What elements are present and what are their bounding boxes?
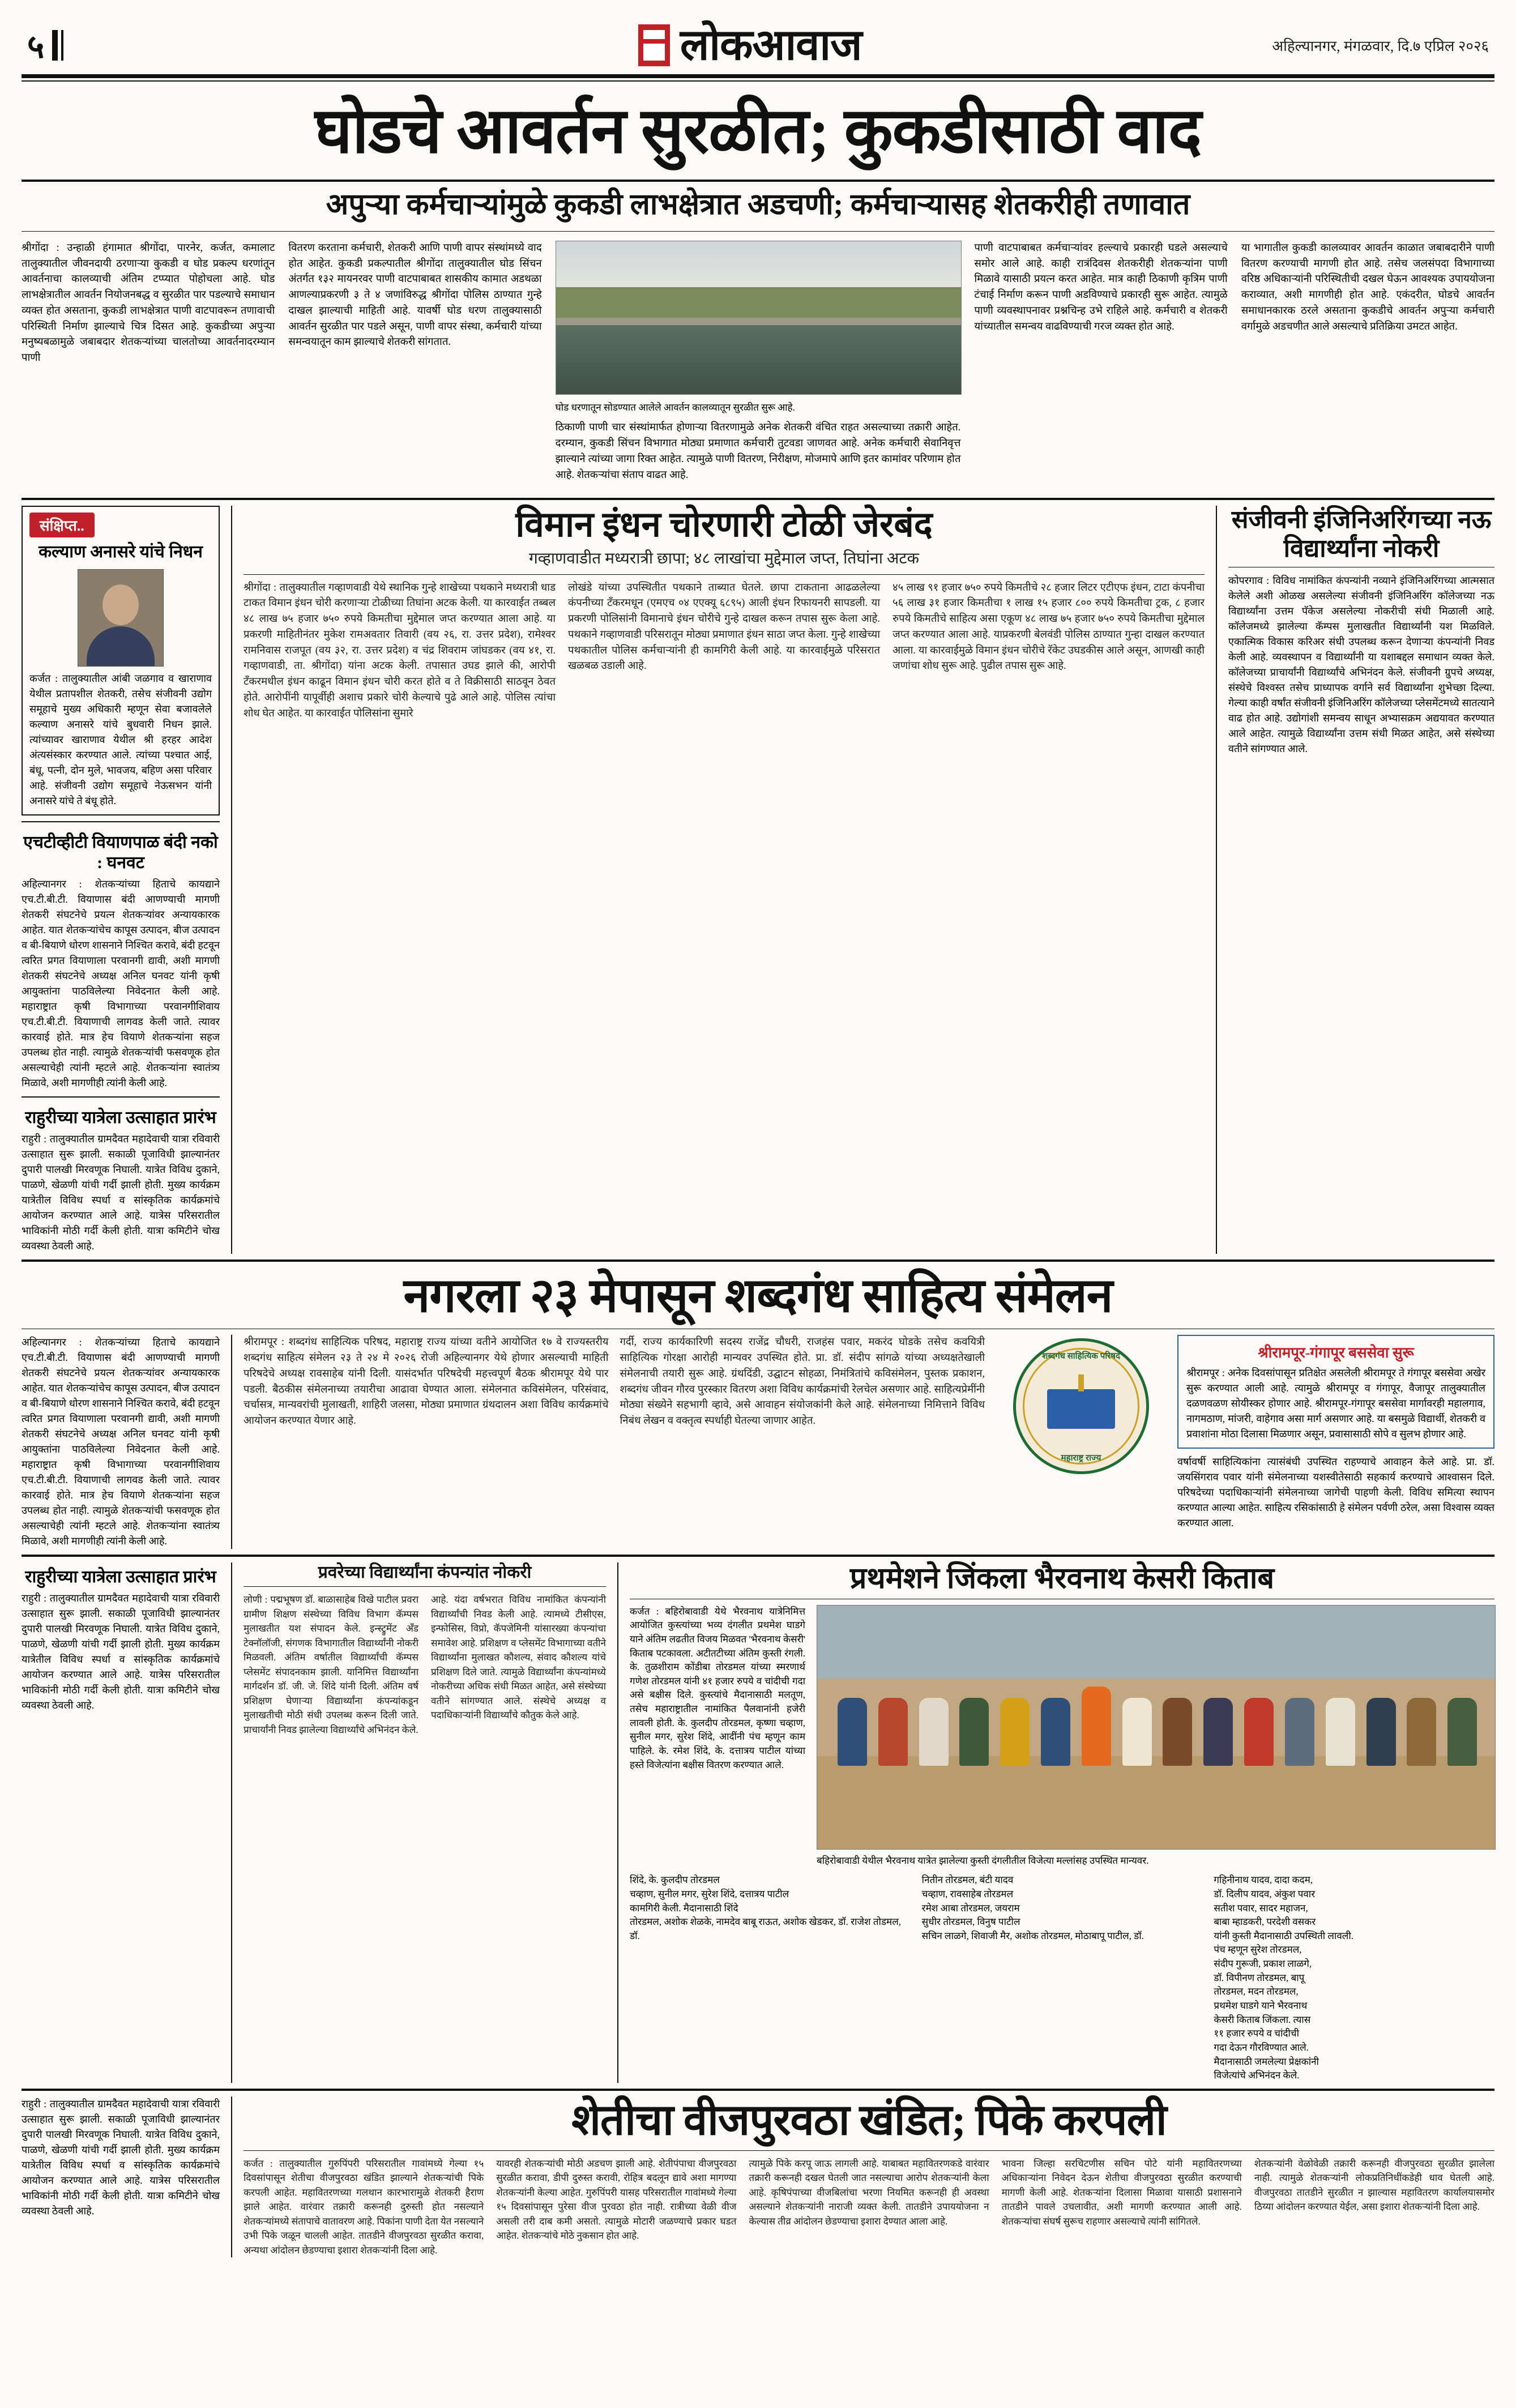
kusti-name-item: सचिन लाळगे, शिवाजी मैर, अशोक तोरडमल, मोठाबापू पाटील, डॉ. <box>921 1930 1144 1941</box>
brief-body-2: राहुरी : तालुक्यातील ग्रामदैवत महादेवाची यात्रा रविवारी उत्साहात सुरू झाली. सकाळी पूजाविधी झाल्यानंतर दुपारी पालखी मिरवणूक निघाली. यात्रेत विविध दुकाने, पाळणे, खेळणी यांची गर्दी झाली होती. मुख्य कार्यक्रम यात्रेतील विविध स्पर्धा व सांस्कृतिक कार्यक्रमांचे आयोजन करण्यात आले आहे. यात्रेस परिसरातील भाविकांनी मोठी गर्दी केली होती. यात्रा कमिटीने चोख व्यवस्था ठेवली आहे. <box>22 1133 220 1252</box>
bus-notice-title: श्रीरामपूर-गंगापूर बससेवा सुरू <box>1258 1344 1414 1361</box>
kusti-name-item: मैदानासाठी जमलेल्या प्रेक्षकांनी <box>1214 2056 1319 2067</box>
kusti-name-item: कामगिरी केली. मैदानासाठी शिंदे <box>630 1902 738 1914</box>
page-number-block <box>27 23 58 67</box>
kusti-name-item: ११ हजार रुपये व चांदीची <box>1214 2028 1299 2039</box>
sammelan-emblem-icon <box>1013 1338 1149 1474</box>
canal-photo-caption: घोड धरणातून सोडण्यात आलेले आवर्तन कालव्यातून सुरळीत सुरू आहे. <box>555 402 795 413</box>
briefs-column <box>22 506 220 1254</box>
sahitya-left-spill <box>22 1335 220 1549</box>
sahitya-divider-left <box>231 1335 232 1549</box>
brief-body-0: कर्जत : तालुक्यातील आंबी जळगाव व खाराणाव येथील प्रतापशील शेतकरी, तसेच संजीवनी उद्योग समूहाचे मुख्य अधिकारी म्हणून सेवा बजावलेले कल्याण अनासरे यांचे बुधवारी निधन झाले. त्यांच्यावर खाराणाव येथील श्री हरहर आदेश अंत्यसंस्कार करण्यात आले. त्यांच्या पश्चात आई, बंधू, पत्नी, दोन मुले, भावजय, बहिण असा परिवार आहे. संजीवनी उद्योग समूहाचे नेऊसभन यांनी अनासरे यांचे ते बंधू होते. <box>29 673 212 807</box>
fuel-col-1: श्रीगोंदा : तालुक्यातील गव्हाणवाडी येथे स्थानिक गुन्हे शाखेच्या पथकाने मध्यरात्री धाड टाकत विमान इंधन चोरी करणाऱ्या टोळीच्या तिघांना अटक केली. या कारवाईत तब्बल ४८ लाख ७५ हजार ७५० रुपये किमतीचा मुद्देमाल जप्त करण्यात आला आहे. या प्रकरणी माहितीनंतर मुकेश रामअवतार तिवारी (वय २६, रा. उत्तर प्रदेश), रामेश्वर रामनिवास राजपूत (वय ३२, रा. उत्तर प्रदेश) व चंद्र शिवराम जांघडकर (वय ४१, रा. गव्हाणवाडी, ता. श्रीगोंदा) यांना अटक केली. तपासात उघड झाले की, आरोपी टँकरमधील इंधन काढून विमान इंधन चोरी करत होते व ते विक्रीसाठी साठवून ठेवत होते. आरोपींनी यापूर्वीही अशाच प्रकारे चोरी केल्याचे पुढे आले आहे. पोलिस त्यांचा शोध घेत आहेत. या कारवाईत पोलिसांना सुमारे <box>244 582 556 719</box>
brief-title-0: कल्याण अनासरे यांचे निधन <box>39 543 203 562</box>
fuel-theft-story <box>244 506 1205 1254</box>
sahitya-emblem-col <box>996 1335 1166 1549</box>
lower-band <box>22 1562 1494 2082</box>
dateline: अहिल्यानगर, मंगळवार, दि.७ एप्रिल २०२६ <box>1272 37 1489 54</box>
emblem-bottom-text: महाराष्ट्र राज्य <box>1061 1454 1101 1463</box>
power-col-5: शेतकऱ्यांनी वेळोवेळी तक्रारी करूनही वीजपुरवठा सुरळीत झालेला नाही. त्यामुळे शेतकऱ्यांनी लोकप्रतिनिधींकडेही धाव घेतली आहे. वीजपुरवठा तातडीने सुरळीत न झाल्यास महावितरण कार्यालयासमोर ठिय्या आंदोलन करण्यात येईल, असा इशारा शेतकऱ्यांनी दिला आहे. <box>1254 2158 1495 2213</box>
kusti-story <box>630 1562 1494 2082</box>
power-col-2: यावरही शेतकऱ्यांची मोठी अडचण झाली आहे. शेतीपंपाचा वीजपुरवठा सुरळीत करावा, डीपी दुरुस्त करावी, रोहित्र बदलून द्यावे अशा मागण्या शेतकऱ्यांनी केल्या आहेत. गुरुपिंपरी यासह परिसरातील गावांमध्ये गेल्या १५ दिवसांपासून पुरेसा वीज पुरवठा होत नाही. रात्रीच्या वेळी वीज असली तरी दाब कमी असतो. त्यामुळे मोटारी जळण्याचे प्रकार घडत आहेत. शेतकऱ्यांचे मोठे नुकसान होत आहे. <box>496 2158 737 2242</box>
lower-divider-1 <box>231 1562 232 2082</box>
bus-notice-body: श्रीरामपूर : अनेक दिवसांपासून प्रतिक्षेत असलेली श्रीरामपूर ते गंगापूर बससेवा अखेर सुरू करण्यात आली आहे. त्यामुळे श्रीरामपूर व गंगापूर, वैजापूर तालुक्यातील दळणवळण सोयीस्कर होणार आहे. श्रीरामपूर-गंगापूर बससेवा मार्गावरही महालगाव, नागमठाण, मांजरी, वाहेगाव असा मार्ग असणार आहे. या बसमुळे विद्यार्थी, शेतकरी व प्रवाशांना मोठा दिलासा मिळणार असून, प्रवासासाठी सोपे व सुलभ होणार आहे. <box>1186 1367 1485 1440</box>
page-number: ५ <box>27 28 45 65</box>
lead-col-5 <box>1241 241 1494 489</box>
lead-subhead: अपुऱ्या कर्मचाऱ्यांमुळे कुकडी लाभक्षेत्रात अडचणी; कर्मचाऱ्यासह शेतकरीही तणावात <box>326 189 1190 221</box>
kusti-name-item: बाबा म्हाडकरी, परदेशी वसकर <box>1214 1916 1316 1928</box>
kusti-name-item: संदीप गुरूजी, प्रकाश लाळगे, <box>1214 1958 1312 1970</box>
kusti-name-item: विजेत्यांचे अभिनंदन केले. <box>1214 2070 1300 2081</box>
fuel-col-3: ४५ लाख ९१ हजार ७५० रुपये किमतीचे २८ हजार लिटर एटीएफ इंधन, टाटा कंपनीचा ५६ लाख ३१ हजार किमतीचा १ लाख १५ हजार ८०० रुपये किमतीचा ट्रक, ८ हजार रुपये किमतीचे साहित्य असा एकूण ४८ लाख ७५ हजार ७५० रुपये किमतीचा मुद्देमाल जप्त करण्यात आला आहे. याप्रकरणी बेलवंडी पोलिस ठाण्यात गुन्हा दाखल करण्यात आला. या कारवाईमुळे विमान इंधन चोरीचे रॅकेट उघडकीस आले असून, आणखी काही जणांचा शोध सुरू आहे. पुढील तपास सुरू आहे. <box>892 582 1205 672</box>
logo-mark-icon <box>638 24 670 66</box>
kusti-name-item: रमेश आबा तोरडमल, जयराम <box>921 1902 1020 1914</box>
lower-divider-2 <box>617 1562 618 2082</box>
masthead <box>22 19 1494 74</box>
pravara-story <box>244 1562 606 2082</box>
lead-story <box>22 232 1494 495</box>
brief-divider-1 <box>22 821 220 822</box>
lead-col-3-text: ठिकाणी पाणी चार संस्थांमार्फत होणाऱ्या वितरणामुळे अनेक शेतकरी वंचित राहत असल्याच्या तक्रारी आहेत. दरम्यान, कुकडी सिंचन विभागात मोठ्या प्रमाणात कर्मचारी तुटवडा जाणवत आहे. अनेक कर्मचारी सेवानिवृत्त झाल्याने त्यांच्या जागा रिक्त आहेत. त्यामुळे पाणी वितरण, निरीक्षण, मोजमापे आणि इतर कामांवर परिणाम होत आहे. शेतकऱ्यांचा संताप वाढत आहे. <box>555 422 961 481</box>
sahitya-col-2 <box>620 1335 985 1549</box>
bottom-left-text: राहुरी : तालुक्यातील ग्रामदैवत महादेवाची यात्रा रविवारी उत्साहात सुरू झाली. सकाळी पूजाविधी झाल्यानंतर दुपारी पालखी मिरवणूक निघाली. यात्रेत विविध दुकाने, पाळणे, खेळणी यांची गर्दी झाली होती. मुख्य कार्यक्रम यात्रेतील विविध स्पर्धा व सांस्कृतिक कार्यक्रमांचे आयोजन करण्यात आले आहे. यात्रेस परिसरातील भाविकांनी मोठी गर्दी केली होती. यात्रा कमिटीने चोख व्यवस्था ठेवली आहे. <box>22 2098 220 2217</box>
bottom-band <box>22 2097 1494 2258</box>
fuel-headline: विमान इंधन चोरणारी टोळी जेरबंद <box>515 506 933 545</box>
lead-col-5-text: या भागातील कुकडी कालव्यावर आवर्तन काळात जबाबदारीने पाणी वितरण करण्याची मागणी होत आहे. तसेच जलसंपदा विभागाच्या वरिष्ठ अधिकाऱ्यांनी परिस्थितीची दखल घेऊन आवश्यक उपाययोजना कराव्यात, अशी मागणीही होत आहे. एकंदरीत, घोडचे आवर्तन समाधानकारक ठरले असताना कुकडीचे आवर्तन अपुऱ्या कर्मचारी वर्गामुळे अडचणीत आले असल्याचे प्रतिक्रिया उमटत आहेत. <box>1241 242 1495 332</box>
lead-col-2-text: वितरण करताना कर्मचारी, शेतकरी आणि पाणी वापर संस्थांमध्ये वाद होत आहेत. कुकडी प्रकल्पातील श्रीगोंदा तालुक्यातील घोड सिंचन अंतर्गत १३२ मायनरवर पाणी वाटपाबाबत शासकीय कामात अडथळा आणल्याप्रकरणी ३ ते ४ जणांविरुद्ध श्रीगोंदा पोलिस ठाण्यात गुन्हे दाखल झाल्याची माहिती आहे. यावर्षी घोड धरण तालुक्यासाठी आवर्तन सुरळीत पार पडले असून, पाणी वापर संस्था, कर्मचारी यांच्या समन्वयातून काम झाल्याचे शेतकरी सांगतात. <box>288 242 542 348</box>
kusti-photo-wrap <box>817 1605 1494 1868</box>
kusti-name-item: यांनी कुस्ती मैदानासाठी उपस्थिती लावली. <box>1214 1930 1353 1941</box>
publication-title: लोकआवाज <box>680 21 862 69</box>
brief-title-1: एचटीव्हीटी वियाणपाळ बंदी नको : घनवट <box>23 833 218 873</box>
sahitya-col-1 <box>244 1335 609 1549</box>
kusti-name-item: गदा देऊन गौरविण्यात आले. <box>1214 2042 1309 2053</box>
kusti-name-item: प्रथमेश घाडगे याने भैरवनाथ <box>1214 2000 1308 2011</box>
lead-col-2 <box>288 241 541 489</box>
bottom-divider <box>231 2097 232 2258</box>
pravara-headline: प्रवरेच्या विद्यार्थ्यांना कंपन्यांत नोकरी <box>318 1563 532 1582</box>
lead-headline: घोडचे आवर्तन सुरळीत; कुकडीसाठी वाद <box>314 96 1202 166</box>
lead-col-4 <box>974 241 1227 489</box>
power-col-4: भावना जिल्हा सरचिटणीस सचिन पोटे यांनी महावितरणच्या अधिकाऱ्यांना निवेदन देऊन शेतीचा वीजपुरवठा सुरळीत करण्याची मागणी केली आहे. शेतकऱ्यांना दिलासा मिळावा यासाठी प्रशासनाने तातडीने पावले उचलावीत, अशी मागणी करण्यात आली आहे. शेतकऱ्यांचा संघर्ष सुरूच राहणार असल्याचे त्यांनी सांगितले. <box>1001 2158 1242 2227</box>
publication-logo <box>638 21 862 69</box>
sahitya-notice-col <box>1177 1335 1494 1549</box>
section-rule-1 <box>22 498 1494 500</box>
pravara-rule <box>244 1586 606 1587</box>
jobs-body: कोपरगाव : विविध नामांकित कंपन्यांनी नव्याने इंजिनिअरिंगच्या आत्मसात केलेले अशी ओळख असलेल्या संजीवनी इंजिनिअरिंग कॉलेजच्या नऊ विद्यार्थ्यांना उत्तम पॅकेज असलेल्या नोकरीची संधी मिळाली आहे. कॉलेजमध्ये झालेल्या कॅम्पस मुलाखतीत विद्यार्थ्यांनी यश मिळविले. एकात्मिक विकास करिअर संधी उपलब्ध करून देणाऱ्या कंपन्यांनी निवड केली आहे. व्यवस्थापन व विद्यार्थ्यांनी या यशाबद्दल समाधान व्यक्त केले. कॉलेजच्या प्राचार्यांनी विद्यार्थ्यांचे अभिनंदन केले. संजीवनी ग्रुपचे अध्यक्ष, संस्थेचे विश्वस्त तसेच प्राध्यापक वर्गाने सर्व विद्यार्थ्यांना शुभेच्छा दिल्या. गेल्या काही वर्षांत संजीवनी इंजिनिअरिंग कॉलेजच्या प्लेसमेंटमध्ये सातत्याने वाढ होत आहे. उद्योगांशी समन्वय साधून अभ्यासक्रम अद्ययावत करण्यात आले आहेत. त्यामुळे विद्यार्थ्यांना उत्तम संधी मिळत आहेत, असे संस्थेच्या वतीने सांगण्यात आले. <box>1228 574 1494 754</box>
jobs-headline: संजीवनी इंजिनिअरिंगच्या नऊ विद्यार्थ्यांना नोकरी <box>1231 506 1492 562</box>
bottom-left-spill <box>22 2097 220 2258</box>
kusti-names-col-2 <box>922 1873 1203 2083</box>
wrestling-group-photo <box>817 1605 1496 1850</box>
brief-body-2-repeat: राहुरी : तालुक्यातील ग्रामदैवत महादेवाची यात्रा रविवारी उत्साहात सुरू झाली. सकाळी पूजाविधी झाल्यानंतर दुपारी पालखी मिरवणूक निघाली. यात्रेत विविध दुकाने, पाळणे, खेळणी यांची गर्दी झाली होती. मुख्य कार्यक्रम यात्रेतील विविध स्पर्धा व सांस्कृतिक कार्यक्रमांचे आयोजन करण्यात आले आहे. यात्रेस परिसरातील भाविकांनी मोठी गर्दी केली होती. यात्रा कमिटीने चोख व्यवस्था ठेवली आहे. <box>22 1592 220 1711</box>
wrestling-photo-caption: बहिरोबावाडी येथील भैरवनाथ यात्रेत झालेल्या कुस्ती दंगलीतील विजेत्या मल्लांसह उपस्थित मान्यवर. <box>817 1855 1149 1866</box>
sahitya-left-text: अहिल्यानगर : शेतकऱ्यांच्या हिताचे कायद्याने एच.टी.बी.टी. वियाणास बंदी आणण्याची मागणी शेतकरी संघटनेचे प्रयत्न शेतकऱ्यांवर अन्यायकारक आहेत. यात शेतकऱ्यांचेच कापूस उत्पादन, बीज उत्पादन व बी-बियाणे धोरण शासनाने निश्चित करावे, बंदी हटवून त्वरित प्रगत वियाणाला परवानगी द्यावी, अशी मागणी शेतकरी संघटनेचे अध्यक्ष अनिल घनवट यांनी कृषी आयुक्तांना पाठविलेल्या निवेदनात केली आहे. महाराष्ट्रात कृषी विभागाच्या परवानगीशिवाय एच.टी.बी.टी. वियाणाची लागवड केली जाते. त्यावर कारवाई होते. मात्र हेच वियाणे शेतकऱ्यांना सहज उपलब्ध होत नाही. त्यामुळे शेतकऱ्यांची फसवणूक होत असल्याचेही त्यांनी म्हटले आहे. शेतकऱ्यांना स्वातंत्र्य मिळावे, अशी मागणीही त्यांनी केली आहे. <box>22 1337 220 1547</box>
kusti-name-item: डॉ. दिलीप यादव, अंकुश पवार <box>1214 1888 1316 1899</box>
brief-tag: संक्षिप्त.. <box>29 513 95 537</box>
brief-body-1: अहिल्यानगर : शेतकऱ्यांच्या हिताचे कायद्याने एच.टी.बी.टी. वियाणास बंदी आणण्याची मागणी शेतकरी संघटनेचे प्रयत्न शेतकऱ्यांवर अन्यायकारक आहेत. यात शेतकऱ्यांचेच कापूस उत्पादन, बीज उत्पादन व बी-बियाणे धोरण शासनाने निश्चित करावे, बंदी हटवून त्वरित प्रगत वियाणाला परवानगी द्यावी, अशी मागणी शेतकरी संघटनेचे अध्यक्ष अनिल घनवट यांनी कृषी आयुक्तांना पाठविलेल्या निवेदनात केली आहे. महाराष्ट्रात कृषी विभागाच्या परवानगीशिवाय एच.टी.बी.टी. वियाणाची लागवड केली जाते. त्यावर कारवाई होते. मात्र हेच वियाणे शेतकऱ्यांना सहज उपलब्ध होत नाही. त्यामुळे शेतकऱ्यांची फसवणूक होत असल्याचेही त्यांनी म्हटले आहे. शेतकऱ्यांना स्वातंत्र्य मिळावे, अशी मागणीही त्यांनी केली आहे. <box>22 878 220 1089</box>
fuel-rule <box>244 574 1205 575</box>
kusti-name-item: नितीन तोरडमल, बंटी यादव <box>921 1875 1014 1886</box>
band-divider-right <box>1216 506 1217 1254</box>
power-col-3: त्यामुळे पिके करपू जाऊ लागली आहे. याबाबत महावितरणकडे वारंवार तक्रारी करूनही दखल घेतली जात नसल्याचा आरोप शेतकऱ्यांनी केला आहे. कृषिपंपाच्या वीजबिलांचा भरणा नियमित करूनही ही अवस्था असल्याने शेतकऱ्यांनी नाराजी व्यक्त केली. तातडीने उपाययोजना न केल्यास तीव्र आंदोलन छेडण्याचा इशारा देण्यात आला आहे. <box>749 2158 989 2227</box>
kusti-headline: प्रथमेशने जिंकला भैरवनाथ केसरी किताब <box>849 1562 1275 1595</box>
power-columns <box>244 2157 1494 2258</box>
kusti-lead-text: कर्जत : बहिरोबावाडी येथे भैरवनाथ यात्रेनिमित्त आयोजित कुस्त्यांच्या भव्य दंगलीत प्रथमेश घाडगे याने अंतिम लढतीत विजय मिळवत 'भैरवनाथ केसरी' किताब पटकावला. अटीतटीच्या अंतिम कुस्ती रंगली. के. तुळशीराम कोंडीबा तोरडमल यांच्या स्मरणार्थ गणेश तोरडमल यांनी ४१ हजार रुपये व चांदीची गदा असे बक्षीस दिले. कुस्त्यांचे मैदानासाठी मलतूण, तसेच महाराष्ट्रातील नामांकित पैलवानांनी हजेरी लावली होती. के. कुलदीप तोरडमल, कृष्णा चव्हाण, सुनील मगर, सुरेश शिंदे, आदींनी पंच म्हणून काम पाहिले. के. रमेश शिंदे, के. दत्तात्रय पाटील यांच्या हस्ते विजेत्यांना बक्षीस वितरण करण्यात आले. <box>630 1606 805 1770</box>
obituary-portrait <box>78 569 164 667</box>
canal-photo <box>556 241 962 395</box>
kusti-name-item: सतीश पवार, सादर महाजन, <box>1214 1902 1308 1914</box>
lower-left-column <box>22 1562 220 2082</box>
kusti-names-col-1 <box>630 1873 911 2083</box>
masthead-rule <box>22 74 1494 78</box>
pravara-col-2: आहे. यंदा वर्षभरात विविध नामांकित कंपन्यांनी विद्यार्थ्यांची निवड केली आहे. त्यामध्ये टीसीएस, इन्फोसिस, विप्रो, कॅपजेमिनी यांसारख्या कंपन्यांचा समावेश आहे. प्रशिक्षण व प्लेसमेंट विभागाच्या वतीने विद्यार्थ्यांना मुलाखत कौशल्य, संवाद कौशल्य यांचे प्रशिक्षण दिले जाते. त्यामुळे विद्यार्थ्यांना कंपन्यांमध्ये नोकरीच्या अधिक संधी मिळत आहेत, असे संस्थेच्या वतीने सांगण्यात आले. संस्थेचे अध्यक्ष व पदाधिकाऱ्यांनी विद्यार्थ्यांचे कौतुक केले आहे. <box>431 1594 606 1721</box>
lead-col-1-text: श्रीगोंदा : उन्हाळी हंगामात श्रीगोंदा, पारनेर, कर्जत, कमालाट तालुक्यातील जीवनदायी ठरणाऱ्या कुकडी व घोड प्रकल्प धरणांतून आवर्तनाचा कालव्याची अंतिम टप्प्यात पोहोचला आहे. घोड लाभक्षेत्रातील आवर्तन नियोजनबद्ध व सुरळीत पार पडल्याचे समाधान व्यक्त होत असताना, कुकडी लाभक्षेत्रात पाणी वाटपावरून तणावाची परिस्थिती निर्माण झाल्याचे चित्र दिसत आहे. कुकडीच्या अपुऱ्या मनुष्यबळामुळे जबाबदार शेतकऱ्यांच्या चालतोच्या आवर्तनादरम्यान पाणी <box>22 242 275 364</box>
lead-col-4-text: पाणी वाटपाबाबत कर्मचाऱ्यांवर हल्ल्याचे प्रकारही घडले असल्याचे समोर आले आहे. काही रात्रंदिवस शेतकरीही शेतकऱ्यांना पाणी मिळावे यासाठी प्रयत्न करत आहेत. मात्र काही ठिकाणी कृत्रिम पाणी टंचाई निर्माण करून पाणी अडविण्याचे प्रकारही सुरू आहेत. त्यामुळे पाणी व्यवस्थापनावर प्रश्नचिन्ह उभे राहिले आहे. कर्मचारी व शेतकरी यांच्यातील समन्वय वाढविण्याची गरज व्यक्त होत आहे. <box>974 242 1228 332</box>
brief-divider-2 <box>22 1096 220 1098</box>
lead-col-3 <box>556 241 961 489</box>
lead-col-1 <box>22 241 275 489</box>
kusti-name-item: चव्हाण, सुनील मगर, सुरेश शिंदे, दत्तात्रय पाटील <box>630 1888 789 1899</box>
kusti-name-item: तोरडमल, अशोक शेळके, नामदेव बाबू राऊत, अशोक खेडकर, डॉ. राजेश तोडमल, डॉ. <box>630 1916 901 1941</box>
section-rule-4 <box>22 2089 1494 2091</box>
pravara-columns <box>244 1592 606 1737</box>
kusti-names-col-3 <box>1214 1873 1494 2083</box>
brief-title-2: राहुरीच्या यात्रेला उत्साहात प्रारंभ <box>25 1108 216 1128</box>
kusti-name-item: डॉ. विपीनण तोरडमल, बापू <box>1214 1972 1305 1983</box>
power-col-1: कर्जत : तालुक्यातील गुरुपिंपरी परिसरातील गावांमध्ये गेल्या १५ दिवसांपासून शेतीचा वीजपुरवठा खंडित झाल्याने शेतकऱ्यांची पिके करपली आहेत. महावितरणच्या गलथान कारभारामुळे शेतकरी हैराण झाले आहेत. वारंवार तक्रारी करूनही दुरुस्ती होत नसल्याने शेतकऱ्यांमध्ये संतापाचे वातावरण आहे. पिकांना पाणी देता येत नसल्याने उभी पिके जळून चालली आहेत. तातडीने वीजपुरवठा सुरळीत करावा, अन्यथा आंदोलन छेडण्याचा इशारा शेतकऱ्यांनी दिला आहे. <box>244 2158 484 2256</box>
fuel-subhead: गव्हाणवाडीत मध्यरात्री छापा; ४८ लाखांचा मुद्देमाल जप्त, तिघांना अटक <box>529 549 919 567</box>
sahitya-band <box>22 1335 1494 1549</box>
power-headline: शेतीचा वीजपुरवठा खंडित; पिके करपली <box>571 2096 1167 2144</box>
page-number-bars-icon <box>52 30 58 61</box>
fuel-columns <box>244 580 1205 722</box>
kusti-name-item: शिंदे, के. कुलदीप तोरडमल <box>630 1875 720 1886</box>
kusti-name-item: गहिनीनाथ यादव, दादा कदम, <box>1214 1875 1313 1886</box>
kusti-name-lists <box>630 1873 1494 2083</box>
emblem-top-text: शब्दगंध साहित्यिक परिषद <box>1042 1352 1120 1361</box>
brief-box <box>22 506 220 816</box>
kusti-name-item: तोरडमल, मदन तोरडमल, <box>1214 1986 1299 1997</box>
fuel-col-2: लोखंडे यांच्या उपस्थितीत पथकाने ताब्यात घेतले. छापा टाकताना आढळलेल्या कंपनीच्या टँकरमधून (एमएच ०४ एएक्यू ६८९५) आली इंधन रिफायनरी सापडली. या प्रकरणी पोलिसांनी विमानाचे इंधन चोरीचे गुन्हे दाखल करून तपास सुरू केला आहे. पथकाने गव्हाणवाडी परिसरातून मोठ्या प्रमाणात इंधन साठा जप्त केला. गुन्हे शाखेच्या पथकातील पोलिस कर्मचाऱ्यांनी ही कामगिरी केली आहे. या कारवाईमुळे परिसरात खळबळ उडाली आहे. <box>568 582 880 672</box>
kusti-name-item: पंच म्हणून सुरेश तोरडमल, <box>1214 1944 1302 1956</box>
sahitya-headline: नगरला २३ मेपासून शब्दगंध साहित्य संमेलन <box>403 1270 1113 1323</box>
sahitya-col-2-text: गर्दी, राज्य कार्यकारिणी सदस्य राजेंद्र चौधरी, राजहंस पवार, मकरंद घोडके तसेच कवयित्री साहित्यिक गोरक्षा आरोही मान्यवर उपस्थित होते. प्रा. डॉ. संदीप सांगळे यांच्या अध्यक्षतेखाली संमेलनाची तयारी सुरू आहे. ग्रंथदिंडी, उद्घाटन सोहळा, निमंत्रितांचे कविसंमेलन, पुस्तक प्रकाशन, शब्दगंध जीवन गौरव पुरस्कार वितरण अशा विविध कार्यक्रमांची रेलचेल असणार आहे. साहित्यप्रेमींनी मोठ्या संख्येने सहभागी व्हावे, असे आवाहन संयोजकांनी केले आहे. संमेलनाच्या निमित्ताने विविध निबंध लेखन व वक्तृत्व स्पर्धाही घेतल्या जाणार आहेत. <box>620 1337 985 1427</box>
sanjivani-jobs-story <box>1228 506 1494 1254</box>
kusti-name-item: केसरी किताब जिंकला. त्यास <box>1214 2014 1311 2025</box>
bus-service-notice <box>1177 1335 1494 1449</box>
sahitya-col-1-text: श्रीरामपूर : शब्दगंध साहित्यिक परिषद, महाराष्ट्र राज्य यांच्या वतीने आयोजित १७ वे राज्यस्तरीय शब्दगंध साहित्य संमेलन २३ ते २४ मे २०२६ रोजी अहिल्यानगर येथे होणार असल्याची माहिती परिषदेचे अध्यक्ष रावसाहेब यांनी दिली. यासंदर्भात परिषदेची महत्त्वपूर्ण बैठक श्रीरामपूर येथे पार पडली. बैठकीस संमेलनाच्या तयारीचा आढावा घेण्यात आला. संमेलनात कविसंमेलन, परिसंवाद, चर्चासत्र, मान्यवरांची मुलाखती, शाहिरी जलसा, मोठ्या प्रमाणात ग्रंथदालन अशा विविध कार्यक्रमांचे आयोजन करण्यात येणार आहे. <box>244 1337 609 1427</box>
sahitya-col-3-text: वर्षावर्षी साहित्यिकांना त्यासंबंधी उपस्थित राहण्याचे आवाहन केले आहे. प्रा. डॉ. जयसिंगराव पवार यांनी संमेलनाच्या यशस्वीतेसाठी सहकार्य करण्याचे आश्वासन दिले. परिषदेच्या पदाधिकाऱ्यांनी संमेलनाच्या जागेची पाहणी केली. विविध समित्या स्थापन करण्यात आल्या आहेत. साहित्य रसिकांसाठी हे संमेलन पर्वणी ठरेल, असा विश्वास व्यक्त करण्यात आला. <box>1177 1456 1494 1529</box>
section-rule-3 <box>22 1555 1494 1557</box>
middle-band <box>22 506 1494 1254</box>
kusti-name-item: चव्हाण, रावसाहेब तोरडमल <box>921 1888 1014 1899</box>
pravara-col-1: लोणी : पद्मभूषण डॉ. बाळासाहेब विखे पाटील प्रवरा ग्रामीण शिक्षण संस्थेच्या विविध विभाग कॅम्पस मुलाखतीत यश संपादन केले. इन्स्ट्रुमेंट अँड टेक्नॉलॉजी, संगणक विभागातील विद्यार्थ्यांनी नोकरी मिळवली. अंतिम वर्षातील विद्यार्थ्यांची कॅम्पस प्लेसमेंट संपादनकाम झाली. यानिमित्त विद्यार्थ्यांना मार्गदर्शन डॉ. जी. जे. शिंदे यांनी दिली. अंतिम वर्ष प्रशिक्षण घेणाऱ्या विद्यार्थ्यांना कंपन्यांकडून मुलाखतीची मोठी संधी उपलब्ध करून दिली जाते. प्राचार्यांनी निवड झालेल्या विद्यार्थ्यांचे अभिनंदन केले. <box>244 1594 418 1735</box>
brief-title-2-repeat: राहुरीच्या यात्रेला उत्साहात प्रारंभ <box>25 1568 216 1587</box>
power-rule <box>244 2150 1494 2151</box>
band-divider-left <box>231 506 232 1254</box>
power-story <box>244 2097 1494 2258</box>
kusti-top <box>630 1605 1494 1868</box>
kusti-name-item: सुधीर तोरडमल, विनुष पाटील <box>921 1916 1020 1928</box>
